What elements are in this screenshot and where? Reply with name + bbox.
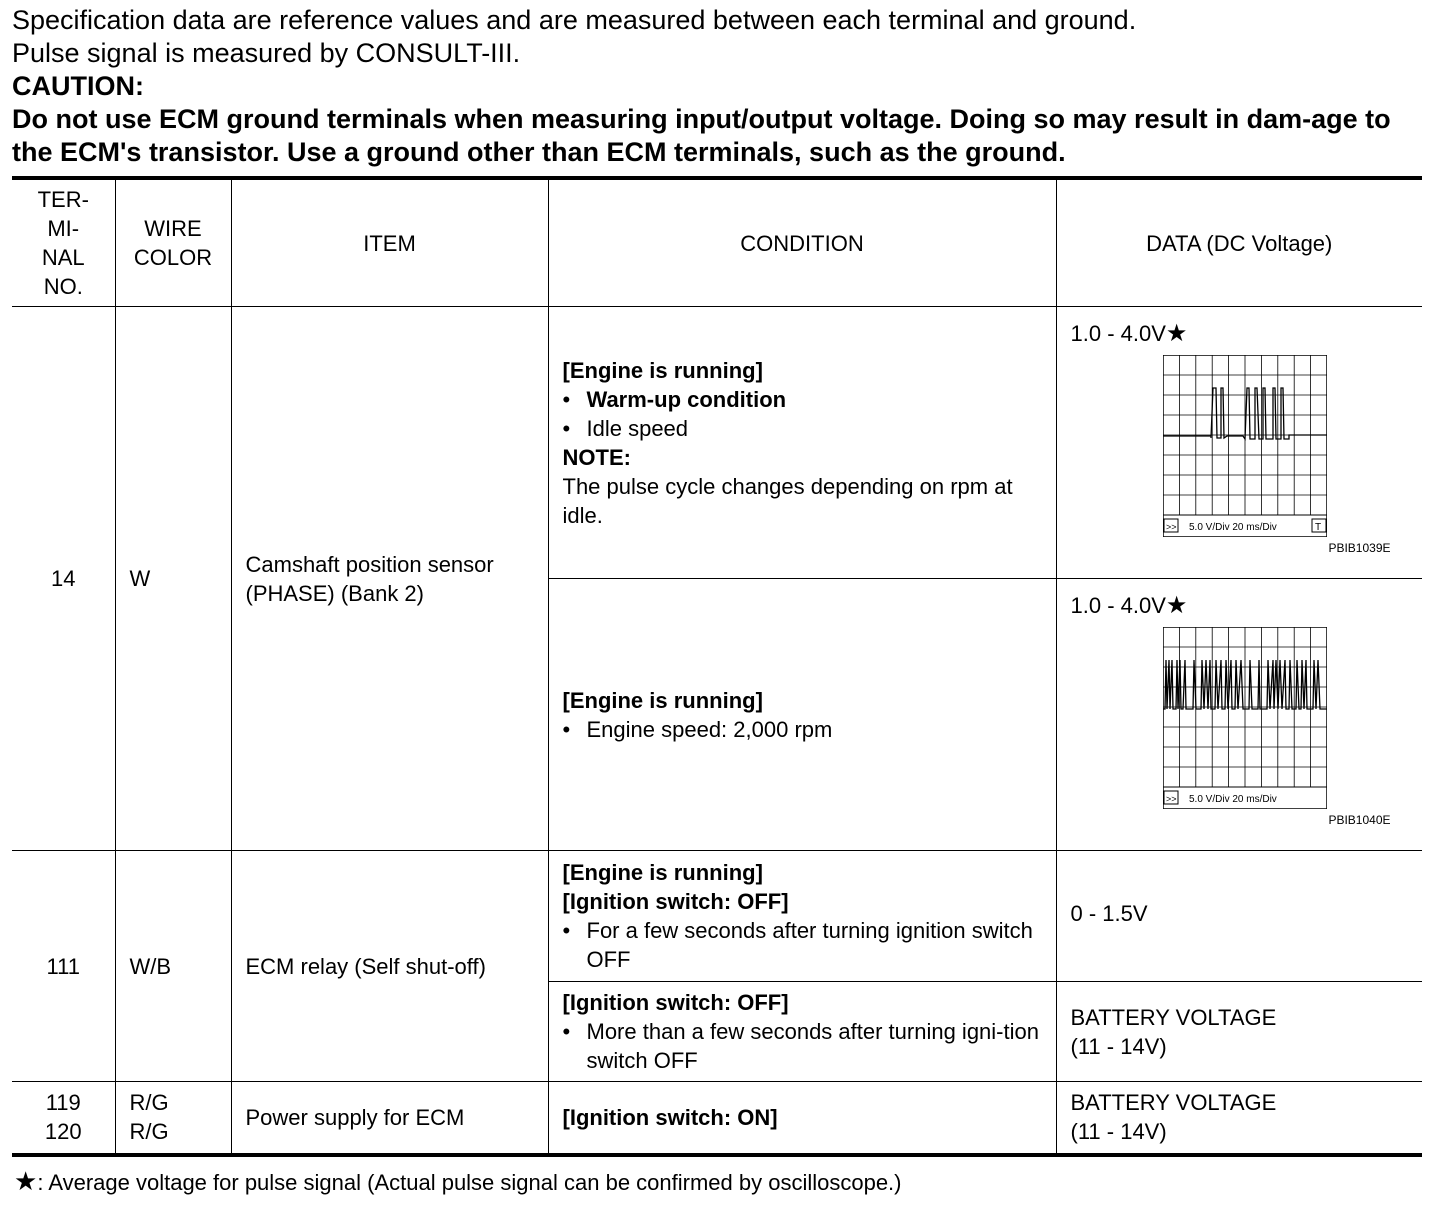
scope-nav-button: >> [1165, 794, 1177, 804]
table-row [12, 851, 1422, 982]
terminal-cell-14: 14 [12, 307, 115, 851]
condition-bullet: • Engine speed: 2,000 rpm [562, 716, 833, 742]
condition-bullet: • Warm-up condition [562, 386, 787, 412]
table-row [12, 1082, 1422, 1155]
condition-bullet: • More than a few seconds after turning igni-tion switch OFF [562, 1019, 1039, 1073]
footnote-text: : Average voltage for pulse signal (Actual pulse signal can be confirmed by oscilloscope.) [37, 1170, 902, 1195]
condition-bullet: • Idle speed [562, 415, 689, 441]
figure-code: PBIB1039E [1328, 541, 1391, 555]
star-icon: ★ [14, 1166, 38, 1196]
data-value: 1.0 - 4.0V★ [1070, 320, 1188, 347]
footnote [14, 1166, 902, 1197]
data-cell-14b [1056, 579, 1422, 851]
header-terminal-no: TER-MI-NAL NO. [12, 178, 115, 307]
data-cell-14a [1056, 307, 1422, 579]
condition-cell-111b [548, 982, 1056, 1082]
item-cell-119-120: Power supply for ECM [231, 1082, 548, 1155]
condition-cell-14a [548, 307, 1056, 579]
scope-nav-button: >> [1165, 522, 1177, 532]
intro [12, 4, 1428, 169]
intro-line-1: Specification data are reference values and are measured between each terminal and ground. [12, 5, 1137, 35]
header-wire-color: WIRE COLOR [115, 178, 231, 307]
item-cell-14: Camshaft position sensor (PHASE) (Bank 2) [231, 307, 548, 851]
scope-trigger-button: T [1314, 522, 1321, 533]
oscilloscope-waveform-2000rpm [1163, 627, 1391, 827]
data-cell-111b: BATTERY VOLTAGE (11 - 14V) [1056, 982, 1422, 1082]
condition-heading: [Ignition switch: OFF] [562, 889, 789, 914]
terminal-cell-119-120: 119 120 [12, 1082, 115, 1155]
header-item: ITEM [231, 178, 548, 307]
oscilloscope-graph [1163, 627, 1327, 809]
condition-heading: [Engine is running] [562, 860, 763, 885]
scope-scale-label: 5.0 V/Div 20 ms/Div [1188, 522, 1277, 533]
data-value: 1.0 - 4.0V★ [1070, 592, 1188, 619]
table-header-row [12, 178, 1422, 307]
wire-color-cell-14: W [115, 307, 231, 851]
condition-heading: [Ignition switch: OFF] [562, 990, 789, 1015]
condition-heading: [Engine is running] [562, 687, 763, 713]
condition-cell-111a [548, 851, 1056, 982]
oscilloscope-graph [1163, 355, 1327, 537]
data-cell-111a: 0 - 1.5V [1056, 851, 1422, 982]
item-cell-111: ECM relay (Self shut-off) [231, 851, 548, 1082]
caution-text: Do not use ECM ground terminals when measuring input/output voltage. Doing so may result in dam-age to the ECM's transistor. Use a ground other than ECM terminals, such as the ground. [12, 104, 1391, 167]
terminal-cell-111: 111 [12, 851, 115, 1082]
header-data: DATA (DC Voltage) [1056, 178, 1422, 307]
header-condition: CONDITION [548, 178, 1056, 307]
data-cell-119-120: BATTERY VOLTAGE (11 - 14V) [1056, 1082, 1422, 1155]
caution-label: CAUTION: [12, 71, 144, 101]
wire-color-cell-111: W/B [115, 851, 231, 1082]
wire-color-cell-119-120: R/G R/G [115, 1082, 231, 1155]
oscilloscope-waveform-idle [1163, 355, 1391, 555]
condition-cell-119-120: [Ignition switch: ON] [548, 1082, 1056, 1155]
condition-bullet: • For a few seconds after turning ignition switch OFF [562, 918, 1033, 972]
star-icon: ★ [1165, 320, 1188, 347]
condition-heading: [Engine is running] [562, 357, 763, 383]
table-row [12, 307, 1422, 579]
note-label: NOTE: [562, 444, 631, 470]
star-icon: ★ [1165, 592, 1188, 619]
note-text: The pulse cycle changes depending on rpm at idle. [562, 473, 1013, 528]
scope-scale-label: 5.0 V/Div 20 ms/Div [1188, 794, 1277, 805]
figure-code: PBIB1040E [1328, 813, 1391, 827]
intro-line-2: Pulse signal is measured by CONSULT-III. [12, 38, 521, 68]
terminal-spec-table [12, 176, 1422, 1157]
condition-cell-14b [548, 579, 1056, 851]
